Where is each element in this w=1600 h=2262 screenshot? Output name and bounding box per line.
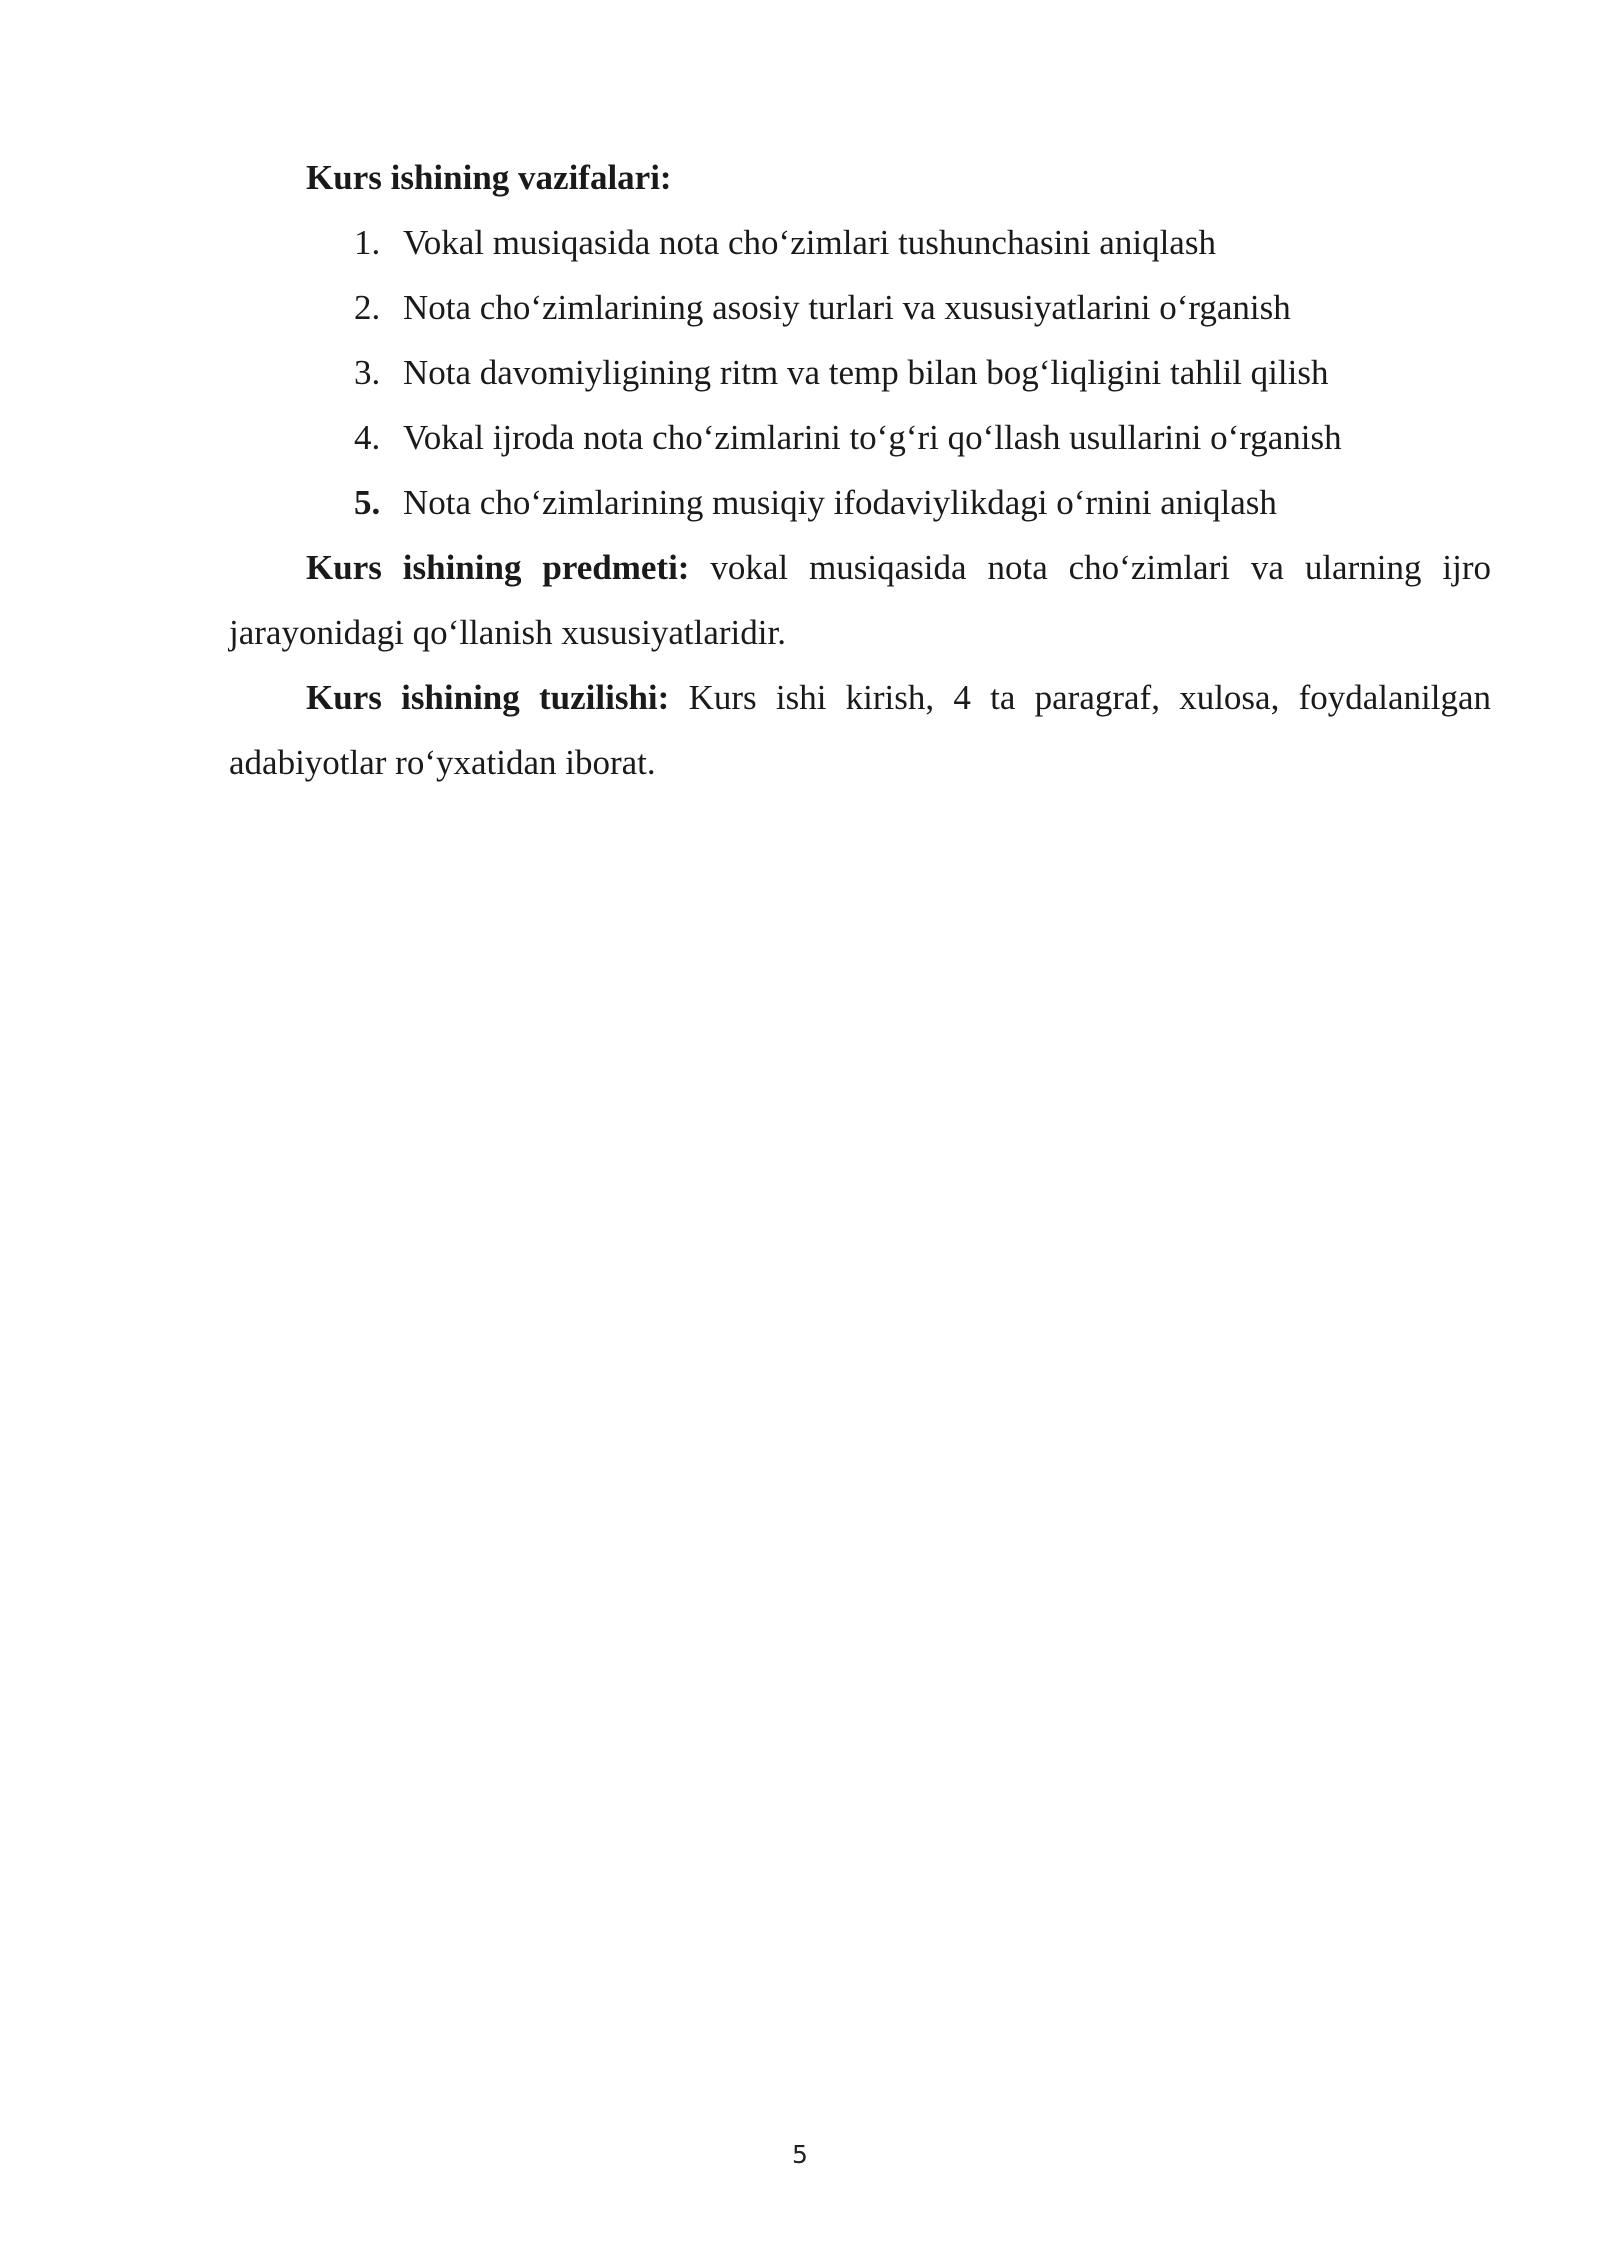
page-number: 5 [792,2140,808,2169]
tasks-heading: Kurs ishining vazifalari: [306,158,672,197]
list-item-number: 4. [354,418,381,457]
tasks-list [229,210,1491,535]
structure-text: Kurs ishi kirish, 4 ta paragraf, xulosa, foydalanilgan adabiyotlar ro‘yxatidan iborat. [229,678,1492,782]
subject-text: vokal musiqasida nota cho‘zimlari va ularning ijro jarayonidagi qo‘llanish xususiyatlaridir. [229,548,1491,652]
list-item-text: Nota cho‘zimlarining asosiy turlari va xususiyatlarini o‘rganish [403,288,1291,327]
subject-paragraph [229,535,1491,665]
list-item-number: 3. [354,353,381,392]
list-item [229,470,1491,535]
list-item [229,405,1491,470]
list-item-text: Vokal musiqasida nota cho‘zimlari tushunchasini aniqlash [403,223,1216,262]
page-content [229,145,1491,795]
list-item [229,275,1491,340]
list-item-text: Vokal ijroda nota cho‘zimlarini to‘g‘ri qo‘llash usullarini o‘rganish [403,418,1342,457]
list-item [229,340,1491,405]
list-item-text: Nota davomiyligining ritm va temp bilan bog‘liqligini tahlil qilish [403,353,1329,392]
subject-label: Kurs ishining predmeti: [306,548,690,587]
list-item-number: 5. [354,483,381,522]
list-item [229,210,1491,275]
structure-paragraph [229,665,1491,795]
list-item-number: 2. [354,288,381,327]
list-item-text: Nota cho‘zimlarining musiqiy ifodaviylikdagi o‘rnini aniqlash [403,483,1277,522]
structure-label: Kurs ishining tuzilishi: [306,678,670,717]
list-item-number: 1. [354,223,381,262]
